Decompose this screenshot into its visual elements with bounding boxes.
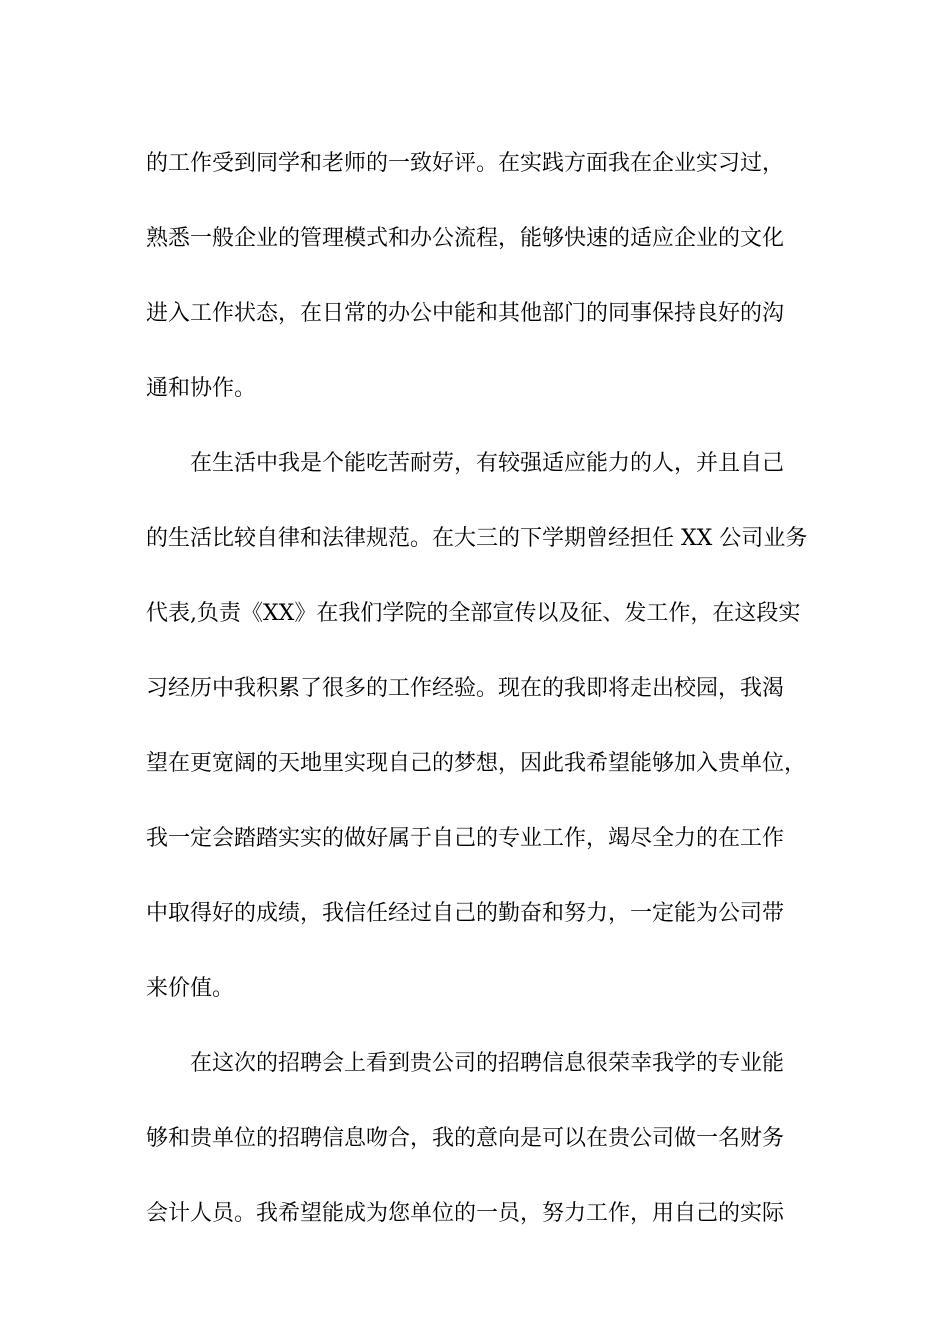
text-line: 熟悉一般企业的管理模式和办公流程，能够快速的适应企业的文化 (146, 226, 785, 251)
text-line: 够和贵单位的招聘信息吻合，我的意向是可以在贵公司做一名财务 (146, 1126, 785, 1151)
text-line: 来价值。 (146, 976, 235, 1001)
text-line: 习经历中我积累了很多的工作经验。现在的我即将走出校园，我渴 (146, 676, 785, 701)
text-line: 我一定会踏踏实实的做好属于自己的专业工作，竭尽全力的在工作 (146, 826, 785, 851)
text-line: 在生活中我是个能吃苦耐劳，有较强适应能力的人，并且自己 (190, 451, 785, 476)
text-line: 中取得好的成绩，我信任经过自己的勤奋和努力，一定能为公司带 (146, 901, 785, 926)
text-line: 通和协作。 (146, 376, 257, 401)
text-line: 的工作受到同学和老师的一致好评。在实践方面我在企业实习过， (146, 151, 785, 176)
document-body (146, 126, 806, 1251)
text-line: 的生活比较自律和法律规范。在大三的下学期曾经担任 XX 公司业务 (146, 526, 808, 551)
text-line: 在这次的招聘会上看到贵公司的招聘信息很荣幸我学的专业能 (190, 1051, 785, 1076)
text-line: 望在更宽阔的天地里实现自己的梦想，因此我希望能够加入贵单位， (146, 751, 807, 776)
text-line: 代表,负责《XX》在我们学院的全部宣传以及征、发工作，在这段实 (146, 601, 801, 626)
text-line: 会计人员。我希望能成为您单位的一员，努力工作，用自己的实际 (146, 1201, 785, 1226)
text-line: 进入工作状态，在日常的办公中能和其他部门的同事保持良好的沟 (146, 301, 785, 326)
